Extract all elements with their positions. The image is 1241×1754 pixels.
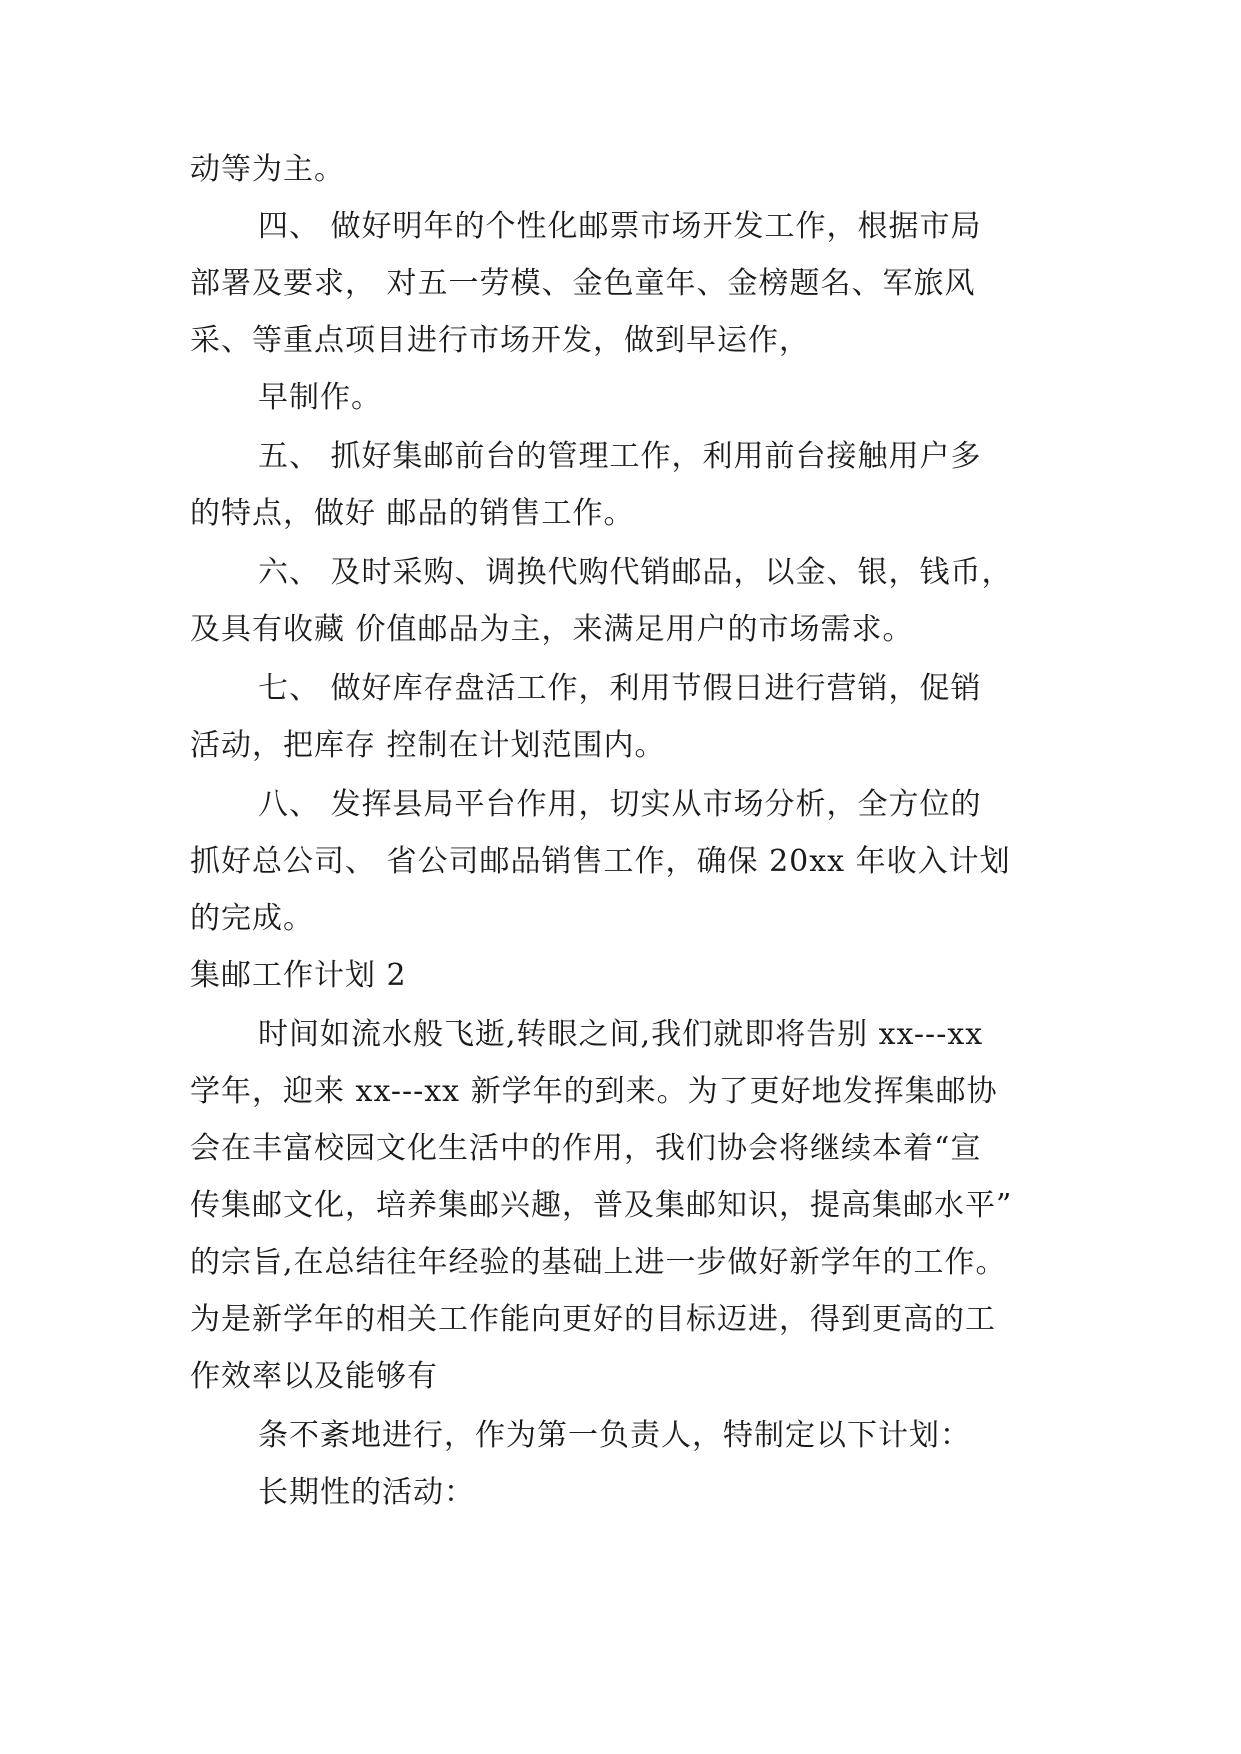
paragraph-line: 会在丰富校园文化生活中的作用，我们协会将继续本着“宣: [190, 1131, 982, 1166]
paragraph-line: 活动，把库存 控制在计划范围内。: [190, 728, 666, 763]
paragraph-line: 早制作。: [258, 380, 382, 415]
paragraph-line: 七、 做好库存盘活工作，利用节假日进行营销，促销: [258, 671, 982, 706]
paragraph-line: 及具有收藏 价值邮品为主，来满足用户的市场需求。: [190, 612, 914, 647]
paragraph-line: 抓好总公司、 省公司邮品销售工作，确保 20xx 年收入计划: [190, 844, 1011, 879]
paragraph-line: 传集邮文化，培养集邮兴趣，普及集邮知识，提高集邮水平”: [190, 1188, 1013, 1223]
paragraph-line: 部署及要求， 对五一劳模、金色童年、金榜题名、军旅风: [190, 266, 976, 301]
paragraph-line: 的特点，做好 邮品的销售工作。: [190, 496, 635, 531]
paragraph-line: 五、 抓好集邮前台的管理工作，利用前台接触用户多: [258, 439, 982, 474]
paragraph-line: 四、 做好明年的个性化邮票市场开发工作，根据市局: [258, 209, 982, 244]
paragraph-line: 的宗旨,在总结往年经验的基础上进一步做好新学年的工作。: [190, 1245, 1007, 1280]
section-heading: 集邮工作计划 2: [190, 958, 407, 993]
paragraph-line: 条不紊地进行，作为第一负责人，特制定以下计划：: [258, 1418, 971, 1453]
paragraph-line: 学年，迎来 xx---xx 新学年的到来。为了更好地发挥集邮协: [190, 1074, 998, 1109]
paragraph-line: 八、 发挥县局平台作用，切实从市场分析，全方位的: [258, 787, 982, 822]
paragraph-line: 六、 及时采购、调换代购代销邮品，以金、银，钱币，: [258, 555, 1013, 590]
paragraph-line: 采、等重点项目进行市场开发，做到早运作，: [190, 323, 810, 358]
paragraph-line: 动等为主。: [190, 152, 345, 187]
paragraph-line: 长期性的活动：: [258, 1475, 475, 1510]
paragraph-line: 作效率以及能够有: [190, 1359, 438, 1394]
paragraph-line: 为是新学年的相关工作能向更好的目标迈进，得到更高的工: [190, 1302, 996, 1337]
paragraph-line: 的完成。: [190, 901, 314, 936]
paragraph-line: 时间如流水般飞逝,转眼之间,我们就即将告别 xx---xx: [258, 1017, 984, 1052]
